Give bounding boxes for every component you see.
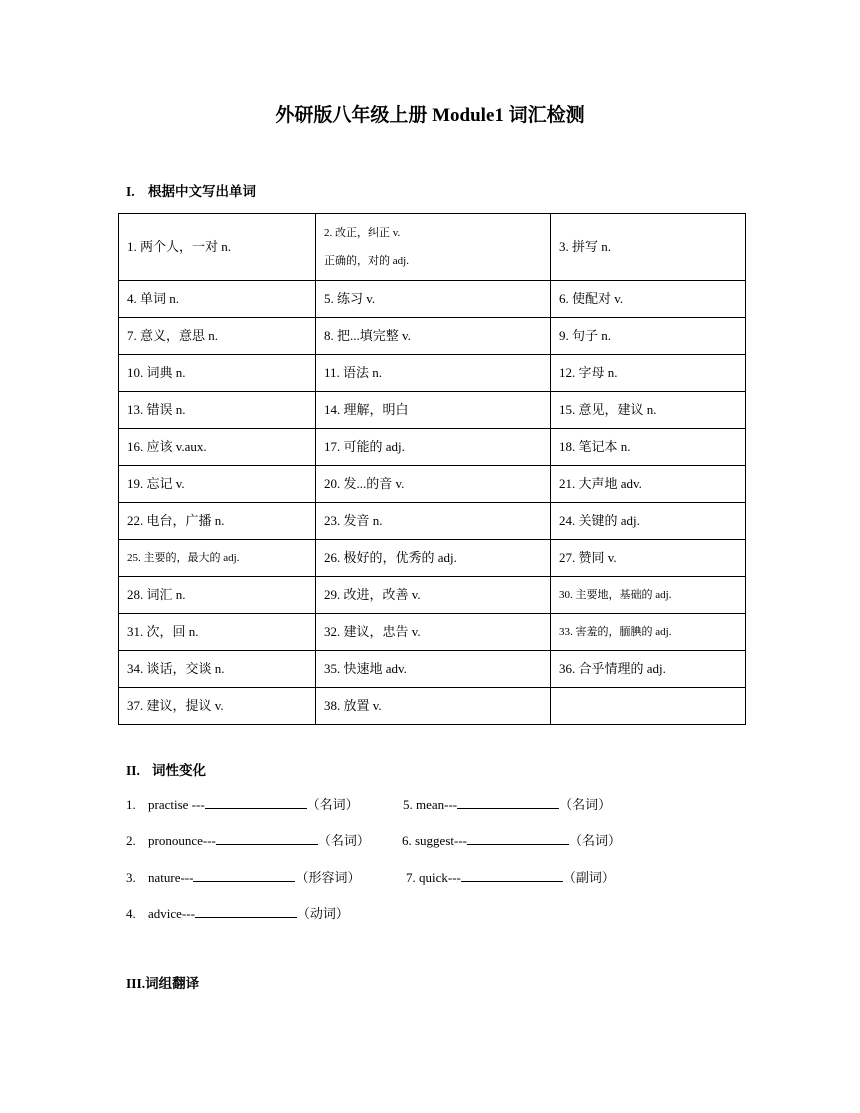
wordform-item: [126, 794, 612, 813]
table-cell: 6. 使配对 v.: [551, 281, 746, 318]
table-cell: 7. 意义，意思 n.: [119, 318, 316, 355]
vocab-table: [118, 213, 746, 725]
base-word: practise ---: [148, 797, 205, 812]
section-number: I.: [126, 184, 135, 199]
answer-blank[interactable]: [205, 796, 307, 809]
table-row: [119, 429, 746, 466]
table-row: [119, 392, 746, 429]
table-cell: 38. 放置 v.: [316, 688, 551, 725]
section-title: 根据中文写出单词: [148, 184, 256, 199]
table-cell: 36. 合乎情理的 adj.: [551, 651, 746, 688]
table-cell: 15. 意见，建议 n.: [551, 392, 746, 429]
table-cell: 13. 错误 n.: [119, 392, 316, 429]
base-word: advice---: [148, 906, 195, 921]
wordform-item-right: [402, 830, 621, 849]
table-cell: 25. 主要的，最大的 adj.: [119, 540, 316, 577]
table-cell: 4. 单词 n.: [119, 281, 316, 318]
table-cell: 3. 拼写 n.: [551, 214, 746, 281]
part-of-speech-hint: （动词）: [296, 906, 349, 921]
table-cell: 21. 大声地 adv.: [551, 466, 746, 503]
table-cell: 16. 应该 v.aux.: [119, 429, 316, 466]
table-cell: 12. 字母 n.: [551, 355, 746, 392]
cell-line: 正确的，对的 adj.: [324, 255, 409, 267]
table-cell: 30. 主要地，基础的 adj.: [551, 577, 746, 614]
table-cell: 17. 可能的 adj.: [316, 429, 551, 466]
part-of-speech-hint: （形容词）: [295, 870, 361, 885]
section-heading-1: [126, 180, 256, 200]
answer-blank[interactable]: [193, 869, 295, 882]
part-of-speech-hint: （名词）: [306, 797, 359, 812]
part-of-speech-hint: （名词）: [317, 833, 370, 848]
part-of-speech-hint: （副词）: [562, 870, 615, 885]
base-word: nature---: [148, 870, 194, 885]
table-row: [119, 577, 746, 614]
section-title: 词性变化: [152, 763, 206, 778]
wordform-item: [126, 903, 349, 922]
table-cell: 24. 关键的 adj.: [551, 503, 746, 540]
table-row: [119, 466, 746, 503]
table-cell: 26. 极好的，优秀的 adj.: [316, 540, 551, 577]
table-cell: 22. 电台，广播 n.: [119, 503, 316, 540]
item-number: 2.: [126, 833, 136, 848]
table-cell: 32. 建议，忠告 v.: [316, 614, 551, 651]
table-cell: 8. 把...填完整 v.: [316, 318, 551, 355]
base-word: pronounce---: [148, 833, 216, 848]
table-cell: 37. 建议，提议 v.: [119, 688, 316, 725]
answer-blank[interactable]: [467, 832, 569, 845]
base-word: 6. suggest---: [402, 833, 467, 848]
page-title: 外研版八年级上册 Module1 词汇检测: [275, 105, 585, 126]
answer-blank[interactable]: [457, 796, 559, 809]
table-cell: 10. 词典 n.: [119, 355, 316, 392]
table-row: [119, 214, 746, 281]
wordform-item: [126, 867, 615, 886]
item-number: 3.: [126, 870, 136, 885]
table-cell: 34. 谈话，交谈 n.: [119, 651, 316, 688]
table-row: [119, 503, 746, 540]
table-cell: 11. 语法 n.: [316, 355, 551, 392]
table-cell: [551, 688, 746, 725]
answer-blank[interactable]: [461, 869, 563, 882]
part-of-speech-hint: （名词）: [559, 797, 612, 812]
answer-blank[interactable]: [216, 832, 318, 845]
table-cell: 29. 改进，改善 v.: [316, 577, 551, 614]
table-cell: 35. 快速地 adv.: [316, 651, 551, 688]
table-cell: 14. 理解，明白: [316, 392, 551, 429]
table-cell: 20. 发...的音 v.: [316, 466, 551, 503]
table-row: [119, 614, 746, 651]
table-cell: 19. 忘记 v.: [119, 466, 316, 503]
section-number: III.: [126, 976, 146, 991]
wordform-item: [126, 830, 622, 849]
wordform-item-right: [403, 794, 611, 813]
table-cell: 28. 词汇 n.: [119, 577, 316, 614]
table-row: [119, 355, 746, 392]
wordform-item-right: [406, 867, 615, 886]
answer-blank[interactable]: [195, 905, 297, 918]
table-row: [119, 688, 746, 725]
section-heading-3: [126, 972, 199, 992]
section-number: II.: [126, 763, 140, 778]
section-heading-2: [126, 759, 206, 779]
table-row: [119, 651, 746, 688]
table-cell: 18. 笔记本 n.: [551, 429, 746, 466]
part-of-speech-hint: （名词）: [569, 833, 622, 848]
table-cell: [316, 214, 551, 281]
table-cell: 33. 害羞的，腼腆的 adj.: [551, 614, 746, 651]
table-row: [119, 318, 746, 355]
table-cell: 1. 两个人，一对 n.: [119, 214, 316, 281]
table-row: [119, 281, 746, 318]
base-word: 5. mean---: [403, 797, 458, 812]
cell-line: 2. 改正，纠正 v.: [324, 227, 401, 239]
item-number: 1.: [126, 797, 136, 812]
table-cell: 27. 赞同 v.: [551, 540, 746, 577]
table-row: [119, 540, 746, 577]
item-number: 4.: [126, 906, 136, 921]
base-word: 7. quick---: [406, 870, 461, 885]
table-cell: 5. 练习 v.: [316, 281, 551, 318]
table-cell: 31. 次，回 n.: [119, 614, 316, 651]
table-cell: 23. 发音 n.: [316, 503, 551, 540]
table-cell: 9. 句子 n.: [551, 318, 746, 355]
section-title: 词组翻译: [145, 976, 200, 991]
